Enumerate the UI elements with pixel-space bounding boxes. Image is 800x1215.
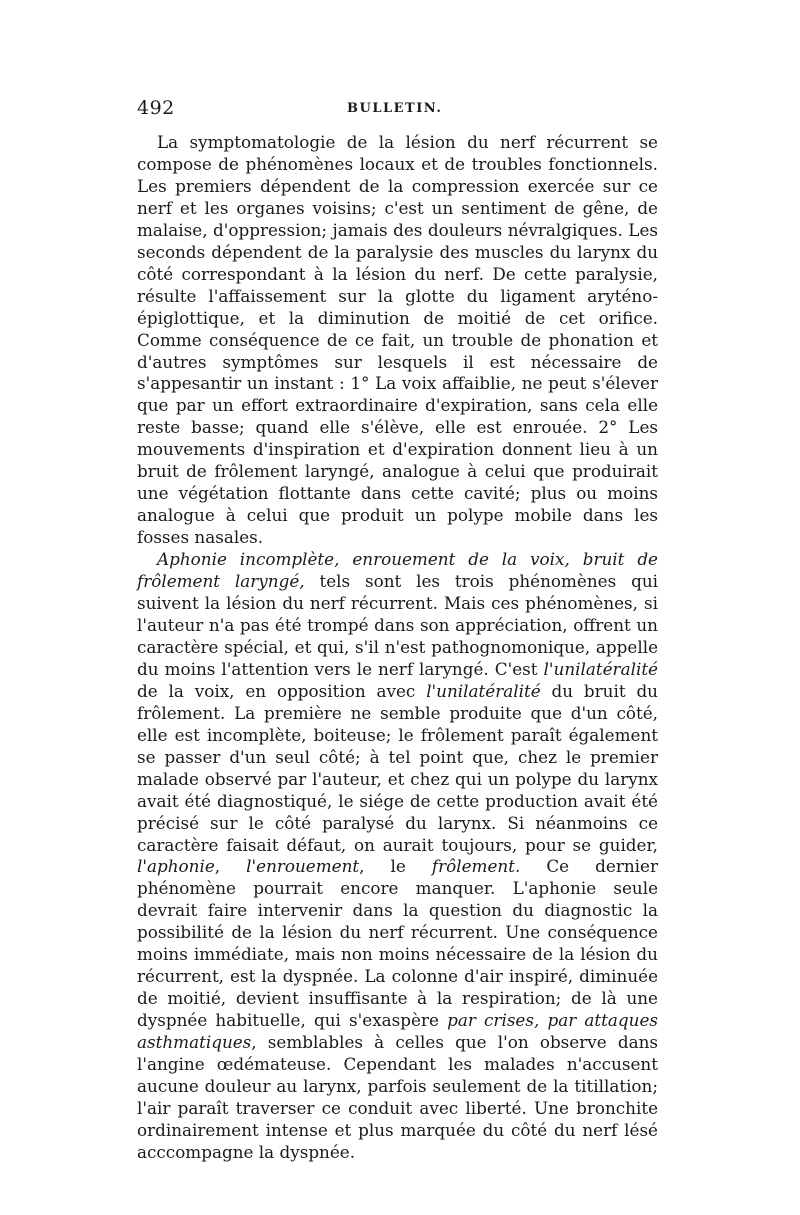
- text-segment: du bruit du frôlement. La première ne semble produite que d'un côté, elle est incomplète, boiteuse; le frôlement paraît également se passer d'un seul côté; à tel point que, chez le premier malade observé par l'auteur, et chez qui un polype du larynx avait été diagnostiqué, le siége de cette production avait été précisé sur le côté paralysé du larynx. Si néanmoins ce caractère faisait défaut, on aurait toujours, pour se guider,: [137, 680, 658, 855]
- italic-phrase: frôlement: [431, 856, 515, 877]
- text-segment: , semblables à celles que l'on observe dans l'angine œdémateuse. Cependant les malades n'accusent aucune douleur au larynx, parfois seulement de la titillation; l'air paraît traverser ce conduit avec liberté. Une bronchite ordinairement intense et plus marquée du côté du nerf lésé acccompagne la dyspnée.: [137, 1032, 658, 1162]
- text-segment: . Ce dernier phénomène pourrait encore manquer. L'aphonie seule devrait faire intervenir dans la question du diagnostic la possibilité de la lésion du nerf récurrent. Une conséquence moins immédiate, mais non moins nécessaire de la lésion du récurrent, est la dyspnée. La colonne d'air inspiré, diminuée de moitié, devient insuffisante à la respiration; de là une dyspnée habituelle, qui s'exaspère: [137, 856, 658, 1031]
- italic-phrase: l'enrouement: [246, 856, 360, 877]
- italic-phrase: l'unilatéralité: [543, 658, 658, 679]
- page-number: 492: [137, 97, 175, 119]
- paragraph-symptomatology: La symptomatologie de la lésion du nerf récurrent se compose de phénomènes locaux et de troubles fonctionnels. Les premiers dépendent de la compression exercée sur ce nerf et les organes voisins; c'est un sentiment de gêne, de malaise, d'oppression; jamais des douleurs névralgiques. Les seconds dépendent de la paralysie des muscles du larynx du côté correspondant à la lésion du nerf. De cette paralysie, résulte l'affaissement sur la glotte du ligament aryténo-épiglottique, et la diminution de moitié de cet orifice. Comme conséquence de ce fait, un trouble de phonation et d'autres symptômes sur lesquels il est nécessaire de s'appesantir un instant : 1° La voix affaiblie, ne peut s'élever que par un effort extraordinaire d'expiration, sans cela elle reste basse; quand elle s'élève, elle est enrouée. 2° Les mouvements d'inspiration et d'expiration donnent lieu à un bruit de frôlement laryngé, analogue à celui que produirait une végétation flottante dans cette cavité; plus ou moins analogue à celui que produit un polype mobile dans les fosses nasales.: [137, 132, 658, 548]
- italic-phrase: l'aphonie: [137, 856, 215, 877]
- page-header: [137, 97, 657, 127]
- paragraph-aphonia: [137, 549, 658, 1164]
- body-text: [137, 132, 658, 1164]
- italic-phrase: l'unilatéralité: [426, 680, 541, 701]
- italic-phrase: Aphonie incomplète, enrouement de la voix, bruit de frôlement laryngé,: [137, 549, 658, 592]
- running-title: BULLETIN.: [347, 101, 443, 116]
- text-segment: ,: [214, 856, 247, 877]
- italic-phrase: par crises, par attaques asthmatiques: [137, 1010, 658, 1053]
- text-segment: de la voix, en opposition avec: [137, 680, 427, 701]
- text-segment: , le: [359, 856, 432, 877]
- text-segment: tels sont les trois phénomènes qui suivent la lésion du nerf récurrent. Mais ces phénomènes, si l'auteur n'a pas été trompé dans son appréciation, offrent un caractère spécial, et qui, s'il n'est pathognomonique, appelle du moins l'attention vers le nerf laryngé. C'est: [137, 571, 658, 679]
